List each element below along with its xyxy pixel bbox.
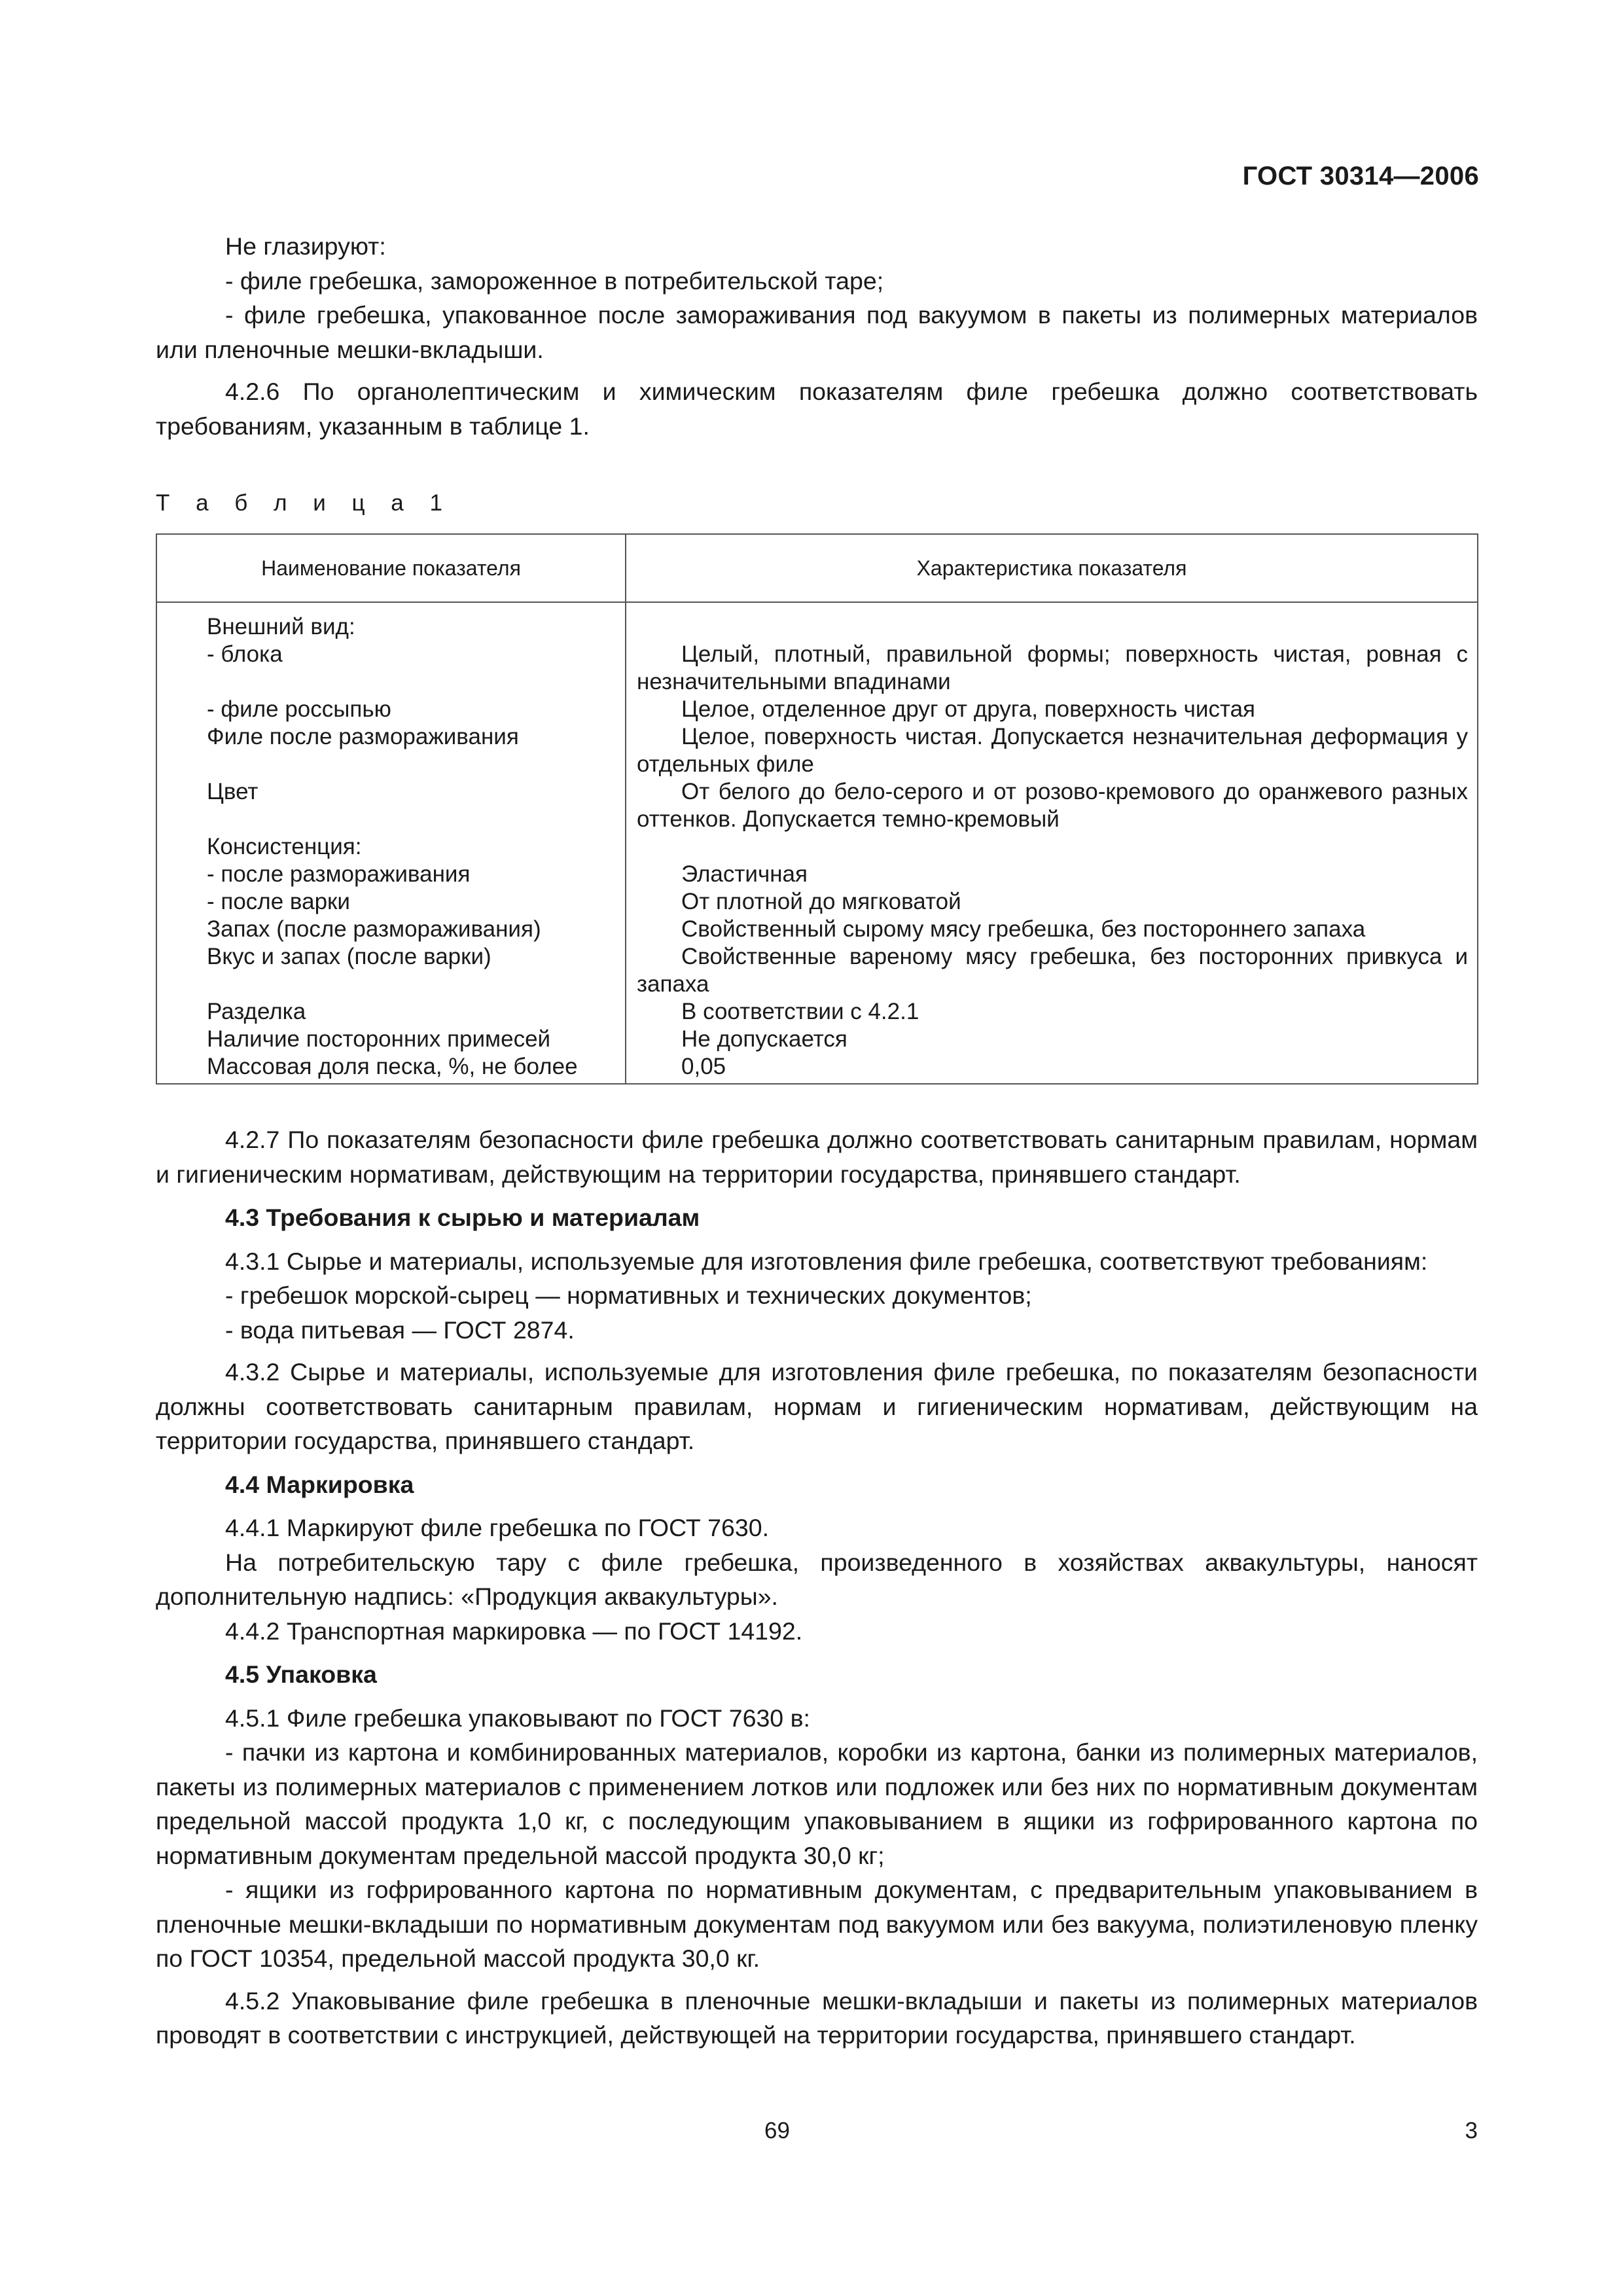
paragraph-4-2-6: 4.2.6 По органолептическим и химическим показателям филе гребешка должно соответствовать требованиям, указанным в таблице 1. (156, 378, 1478, 440)
table-cell-text: 0,05 (681, 1054, 726, 1079)
table-cell-indicator: Вкус и запах (после варки) (156, 943, 626, 998)
table-cell-indicator: Запах (после размораживания) (156, 916, 626, 943)
table-cell-indicator: Консистенция: (156, 833, 626, 861)
table-cell-indicator: Внешний вид: (156, 602, 626, 641)
table-row (156, 778, 1478, 833)
table-cell-text: Целый, плотный, правильной формы; поверхность чистая, ровная с незначительными впадинами (637, 641, 1468, 694)
table-cell-indicator: Наличие посторонних примесей (156, 1026, 626, 1053)
table-cell-text: Свойственный сырому мясу гребешка, без постороннего запаха (681, 916, 1366, 942)
table-row (156, 861, 1478, 888)
document-code-header: ГОСТ 30314—2006 (1242, 162, 1479, 190)
list-item: - вода питьевая — ГОСТ 2874. (225, 1316, 575, 1344)
table-cell-text: Целое, поверхность чистая. Допускается незначительная деформация у отдельных филе (637, 724, 1468, 777)
page-number-center: 69 (764, 2118, 790, 2144)
section-heading-4-5: 4.5 Упаковка (225, 1660, 377, 1688)
table-row (156, 916, 1478, 943)
table-row (156, 641, 1478, 696)
table-header-characteristic: Характеристика показателя (626, 534, 1478, 602)
paragraph-4-3-1: 4.3.1 Сырье и материалы, используемые для изготовления филе гребешка, соответствуют требованиям: (225, 1247, 1428, 1275)
table-header-row (156, 534, 1478, 602)
table-row (156, 723, 1478, 778)
table-cell-indicator: Филе после размораживания (156, 723, 626, 778)
table-row (156, 943, 1478, 998)
table-cell-characteristic (626, 602, 1478, 641)
table-cell-characteristic (626, 916, 1478, 943)
table-cell-text: Свойственные вареному мясу гребешка, без посторонних привкуса и запаха (637, 944, 1468, 997)
table-cell-text: В соответствии с 4.2.1 (681, 999, 919, 1024)
list-item: - ящики из гофрированного картона по нормативным документам, с предварительным упаковыванием в пленочные мешки-вкладыши по нормативным документам под вакуумом или без вакуума, полиэтиленовую пленку по ГОСТ 10354, предельной массой продукта 30,0 кг. (156, 1876, 1478, 1972)
table-cell-characteristic (626, 888, 1478, 916)
table-cell-characteristic (626, 641, 1478, 696)
table-cell-text: Эластичная (681, 861, 808, 887)
list-item: - филе гребешка, упакованное после замораживания под вакуумом в пакеты из полимерных материалов или пленочные мешки-вкладыши. (156, 301, 1478, 363)
table-cell-indicator: Массовая доля песка, %, не более (156, 1053, 626, 1084)
table-row (156, 1026, 1478, 1053)
table-row (156, 833, 1478, 861)
section-heading-4-3: 4.3 Требования к сырью и материалам (225, 1204, 700, 1231)
table-row (156, 1053, 1478, 1084)
table-cell-characteristic (626, 1026, 1478, 1053)
list-item: - пачки из картона и комбинированных материалов, коробки из картона, банки из полимерных материалов, пакеты из полимерных материалов с применением лотков или подложек или без них по нормативным документам предельной массой продукта 1,0 кг, с последующим упаковыванием в ящики из гофрированного картона по нормативным документам предельной массой продукта 30,0 кг; (156, 1738, 1478, 1869)
table-cell-indicator: Цвет (156, 778, 626, 833)
paragraph-4-4-2: 4.4.2 Транспортная маркировка — по ГОСТ 14192. (225, 1617, 803, 1645)
table-cell-indicator: - после размораживания (156, 861, 626, 888)
table-row (156, 998, 1478, 1026)
paragraph-4-5-1: 4.5.1 Филе гребешка упаковывают по ГОСТ 7630 в: (225, 1704, 810, 1732)
page-content (156, 229, 1478, 2053)
table-row (156, 696, 1478, 723)
paragraph-4-3-2: 4.3.2 Сырье и материалы, используемые для изготовления филе гребешка, по показателям безопасности должны соответствовать санитарным правилам, нормам и гигиеническим нормативам, действующим на территории государства, принявшего стандарт. (156, 1358, 1478, 1454)
list-item: - филе гребешка, замороженное в потребительской таре; (225, 266, 884, 295)
table-cell-characteristic (626, 1053, 1478, 1084)
list-item: - гребешок морской-сырец — нормативных и технических документов; (225, 1282, 1032, 1309)
table-cell-indicator: Разделка (156, 998, 626, 1026)
table-1 (156, 533, 1478, 1085)
table-cell-characteristic (626, 833, 1478, 861)
table-label: Т а б л и ц а 1 (156, 490, 452, 516)
table-row (156, 888, 1478, 916)
table-cell-text: От белого до бело-серого и от розово-кремового до оранжевого разных оттенков. Допускается темно-кремовый (637, 779, 1468, 832)
paragraph-4-2-7: 4.2.7 По показателям безопасности филе гребешка должно соответствовать санитарным правилам, нормам и гигиеническим нормативам, действующим на территории государства, принявшего стандарт. (156, 1126, 1478, 1188)
table-cell-characteristic (626, 723, 1478, 778)
table-cell-characteristic (626, 861, 1478, 888)
table-cell-indicator: - филе россыпью (156, 696, 626, 723)
table-cell-text: Не допускается (681, 1026, 847, 1052)
table-cell-text: Целое, отделенное друг от друга, поверхность чистая (681, 696, 1255, 722)
table-cell-characteristic (626, 943, 1478, 998)
paragraph-not-glazed: Не глазируют: (225, 232, 386, 260)
page-number-right: 3 (1465, 2118, 1478, 2144)
table-cell-characteristic (626, 778, 1478, 833)
table-row (156, 602, 1478, 641)
table-cell-indicator: - блока (156, 641, 626, 696)
paragraph-4-5-2: 4.5.2 Упаковывание филе гребешка в пленочные мешки-вкладыши и пакеты из полимерных материалов проводят в соответствии с инструкцией, действующей на территории государства, принявшего стандарт. (156, 1986, 1478, 2049)
table-cell-indicator: - после варки (156, 888, 626, 916)
table-cell-text: От плотной до мягковатой (681, 889, 961, 914)
section-heading-4-4: 4.4 Маркировка (225, 1470, 414, 1498)
table-cell-characteristic (626, 696, 1478, 723)
table-header-indicator: Наименование показателя (156, 534, 626, 602)
table-cell-characteristic (626, 998, 1478, 1026)
paragraph-aquaculture-label: На потребительскую тару с филе гребешка, произведенного в хозяйствах аквакультуры, наносят дополнительную надпись: «Продукция аквакультуры». (156, 1548, 1478, 1610)
paragraph-4-4-1: 4.4.1 Маркируют филе гребешка по ГОСТ 7630. (225, 1514, 770, 1541)
